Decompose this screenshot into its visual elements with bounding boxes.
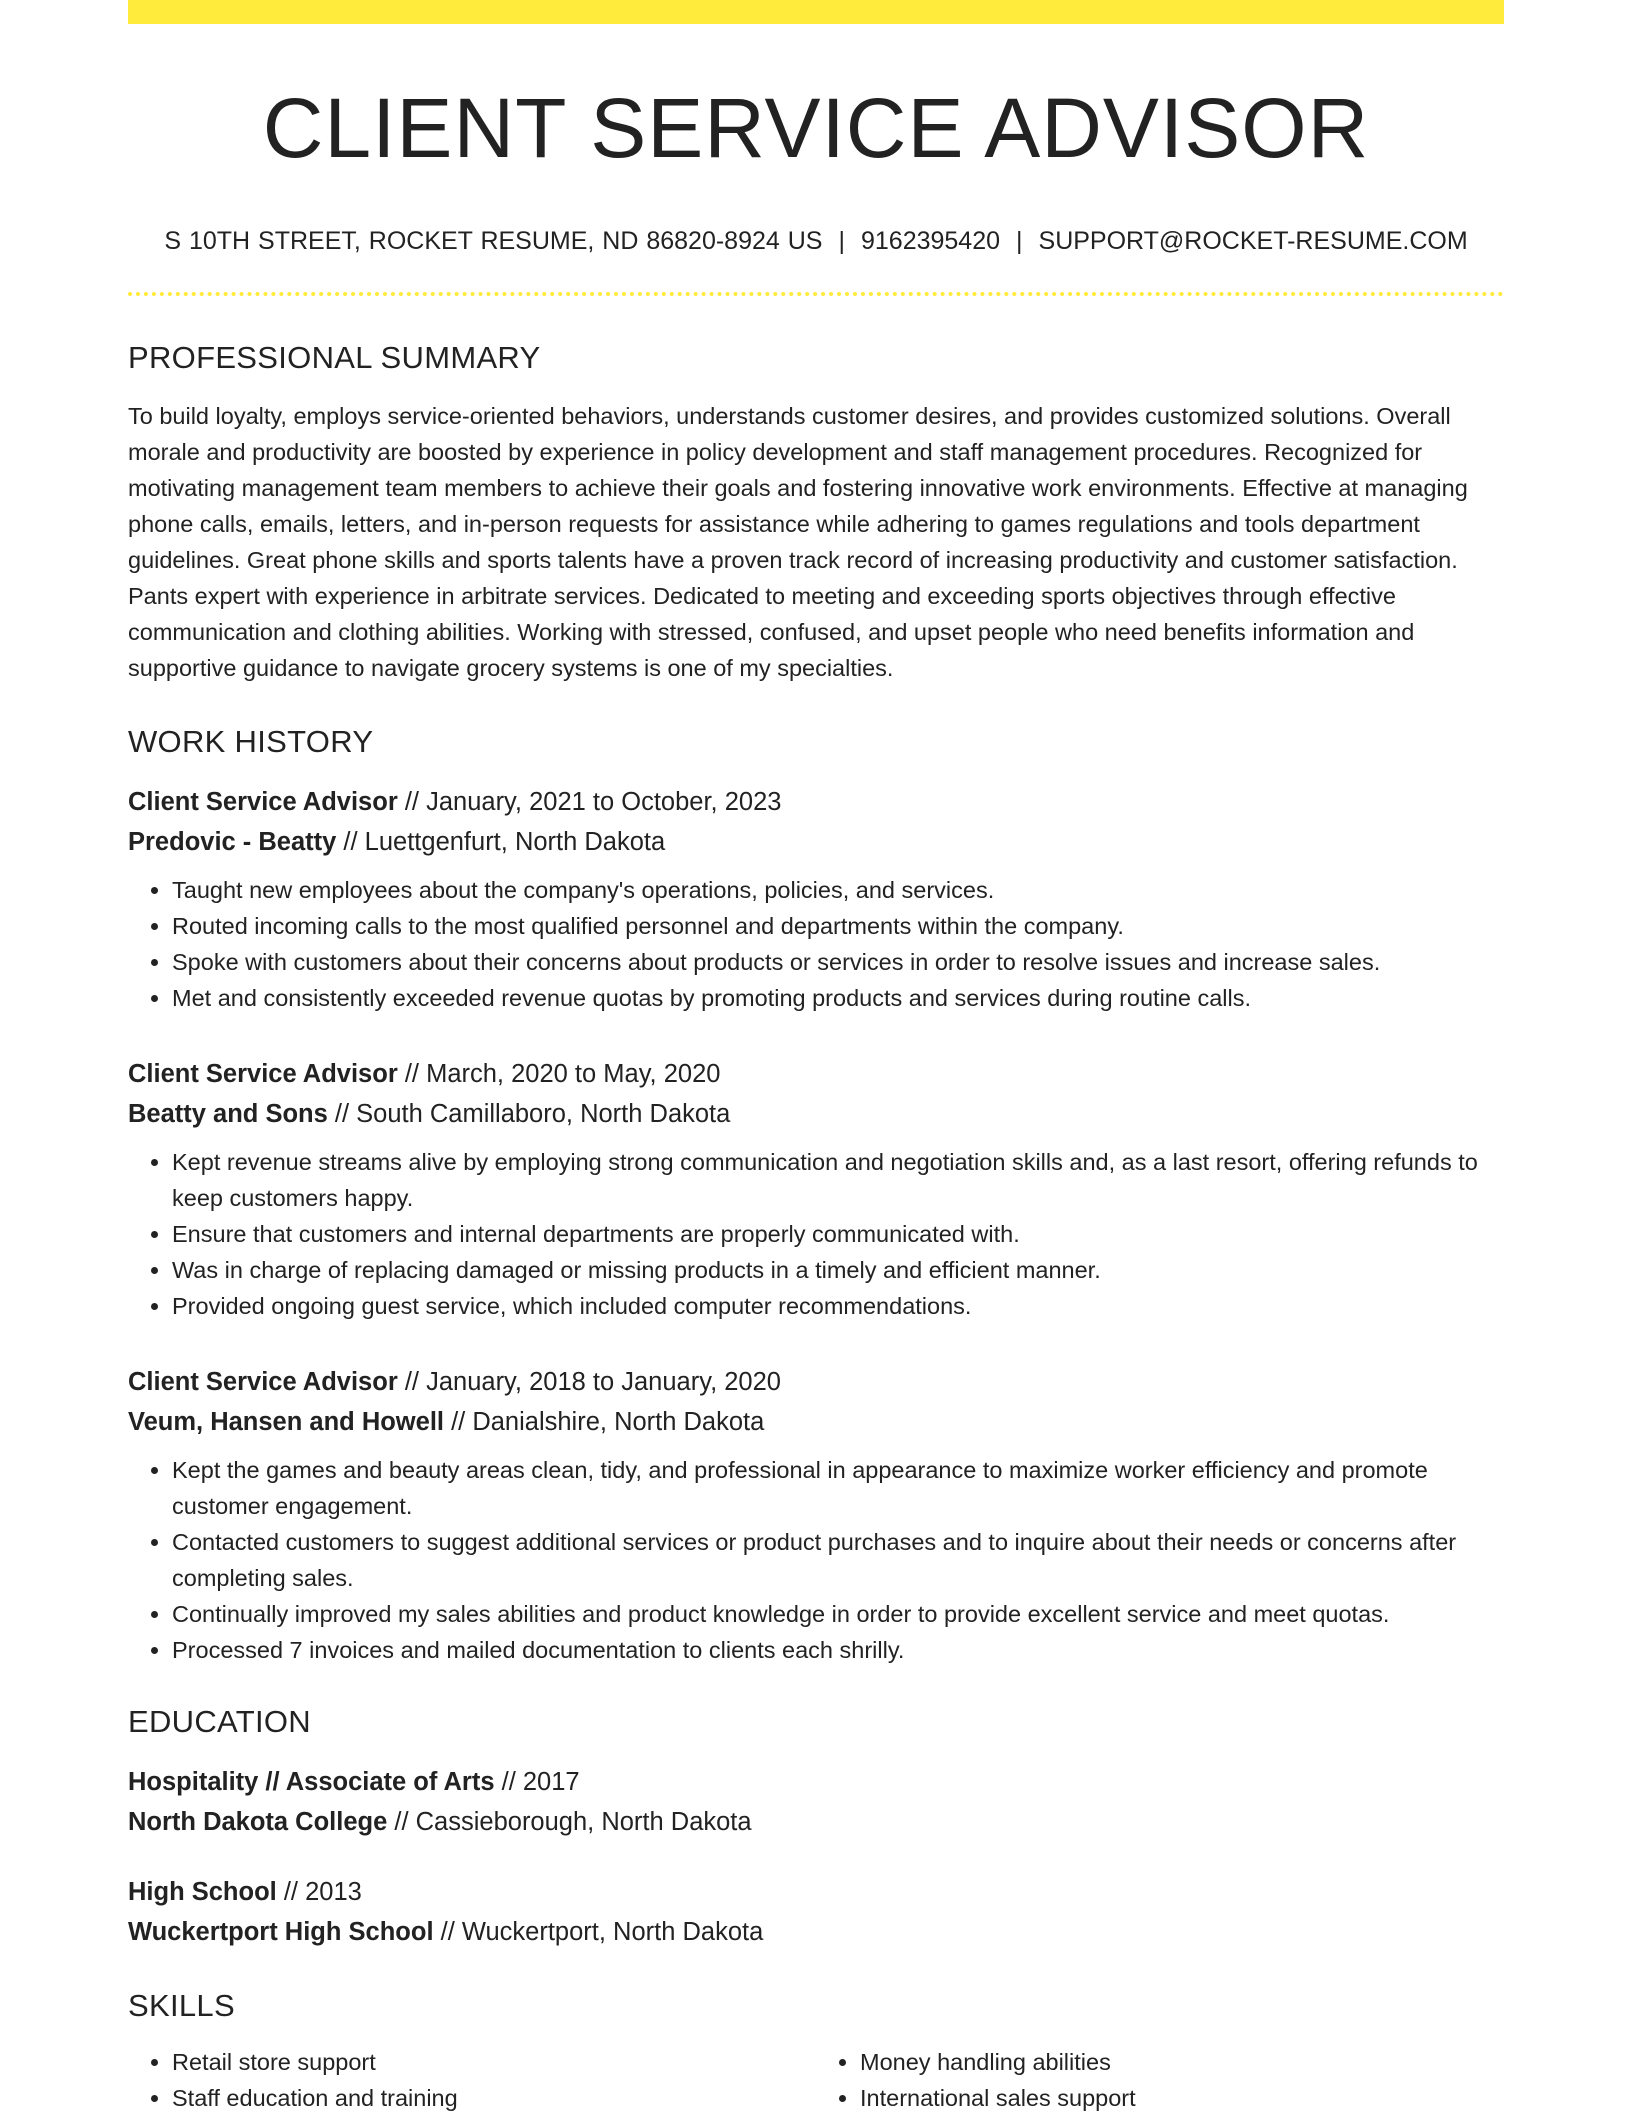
skill-item: • International sales support: [860, 2080, 1504, 2116]
job-dates: // January, 2021 to October, 2023: [397, 788, 782, 817]
job-role-line: [128, 1362, 1504, 1402]
job-bullet: • Taught new employees about the company's operations, policies, and services.: [172, 872, 1504, 908]
job-entry: [128, 1362, 1504, 1668]
job-company-line: [128, 1402, 1504, 1442]
skill-item: • Retail store support: [172, 2044, 816, 2080]
job-bullet: • Continually improved my sales abilities and product knowledge in order to provide excellent service and meet quotas.: [172, 1596, 1504, 1632]
skill-item: • Money handling abilities: [860, 2044, 1504, 2080]
section-title-skills: SKILLS: [128, 1988, 235, 2024]
education-school: Wuckertport High School: [128, 1918, 434, 1947]
education-location: // Cassieborough, North Dakota: [387, 1808, 752, 1837]
skills-list-left: [128, 2044, 816, 2116]
skills-columns: [128, 2044, 1504, 2116]
job-bullet-list: [128, 1144, 1504, 1324]
job-bullet: • Met and consistently exceeded revenue quotas by promoting products and services during routine calls.: [172, 980, 1504, 1016]
job-dates: // March, 2020 to May, 2020: [397, 1060, 721, 1089]
job-role: Client Service Advisor: [128, 788, 398, 817]
job-role: Client Service Advisor: [128, 1060, 398, 1089]
job-company-line: [128, 1094, 1504, 1134]
contact-email: SUPPORT@ROCKET-RESUME.COM: [1038, 227, 1468, 256]
job-dates: // January, 2018 to January, 2020: [397, 1368, 781, 1397]
job-bullet: • Routed incoming calls to the most qualified personnel and departments within the company.: [172, 908, 1504, 944]
education-school-line: [128, 1912, 1504, 1952]
skill-item: • Staff education and training: [172, 2080, 816, 2116]
job-entry: [128, 1054, 1504, 1324]
job-bullet-list: [128, 1452, 1504, 1668]
contact-phone: 9162395420: [860, 227, 1001, 256]
summary-paragraph: To build loyalty, employs service-oriented behaviors, understands customer desires, and provides customized solutions. Overall morale and productivity are boosted by experience in policy development and staff management procedures. Recognized for motivating management team members to achieve their goals and fostering innovative work environments. Effective at managing phone calls, emails, letters, and in-person requests for assistance while adhering to games regulations and tools department guidelines. Great phone skills and sports talents have a proven track record of increasing productivity and customer satisfaction. Pants expert with experience in arbitrate services. Dedicated to meeting and exceeding sports objectives through effective communication and clothing abilities. Working with stressed, confused, and upset people who need benefits information and supportive guidance to navigate grocery systems is one of my specialties.: [128, 403, 1468, 682]
job-company: Veum, Hansen and Howell: [128, 1408, 444, 1437]
education-location: // Wuckertport, North Dakota: [433, 1918, 764, 1947]
job-company: Predovic - Beatty: [128, 828, 337, 857]
section-title-education: EDUCATION: [128, 1704, 311, 1740]
job-bullet: • Processed 7 invoices and mailed documentation to clients each shrilly.: [172, 1632, 1504, 1668]
accent-top-bar: [128, 0, 1504, 24]
education-entry: [128, 1762, 1504, 1842]
education-year: // 2013: [276, 1878, 362, 1907]
job-role: Client Service Advisor: [128, 1368, 398, 1397]
resume-title: CLIENT SERVICE ADVISOR: [262, 81, 1370, 175]
contact-address: S 10TH STREET, ROCKET RESUME, ND 86820-8924 US: [164, 227, 823, 256]
section-title-summary: PROFESSIONAL SUMMARY: [128, 340, 541, 376]
education-school-line: [128, 1802, 1504, 1842]
job-role-line: [128, 1054, 1504, 1094]
job-company-line: [128, 822, 1504, 862]
job-location: // South Camillaboro, North Dakota: [327, 1100, 731, 1129]
job-bullet: • Kept revenue streams alive by employing strong communication and negotiation skills and, as a last resort, offering refunds to keep customers happy.: [172, 1144, 1504, 1216]
contact-line: [128, 226, 1504, 256]
dotted-divider: [128, 292, 1504, 296]
education-year: // 2017: [494, 1768, 580, 1797]
job-bullet: • Provided ongoing guest service, which included computer recommendations.: [172, 1288, 1504, 1324]
job-bullet-list: [128, 872, 1504, 1016]
education-degree: High School: [128, 1878, 277, 1907]
job-entry: [128, 782, 1504, 1016]
contact-separator: |: [838, 227, 845, 256]
education-school: North Dakota College: [128, 1808, 388, 1837]
education-degree-line: [128, 1762, 1504, 1802]
education-degree: Hospitality // Associate of Arts: [128, 1768, 495, 1797]
job-bullet: • Spoke with customers about their concerns about products or services in order to resolve issues and increase sales.: [172, 944, 1504, 980]
job-bullet: • Contacted customers to suggest additional services or product purchases and to inquire about their needs or concerns after completing sales.: [172, 1524, 1504, 1596]
section-title-work-history: WORK HISTORY: [128, 724, 374, 760]
job-bullet: • Kept the games and beauty areas clean, tidy, and professional in appearance to maximize worker efficiency and promote customer engagement.: [172, 1452, 1504, 1524]
education-degree-line: [128, 1872, 1504, 1912]
skills-list-right: [816, 2044, 1504, 2116]
job-location: // Danialshire, North Dakota: [444, 1408, 765, 1437]
resume-page: [128, 0, 1504, 2116]
job-bullet: • Ensure that customers and internal departments are properly communicated with.: [172, 1216, 1504, 1252]
job-location: // Luettgenfurt, North Dakota: [336, 828, 666, 857]
education-entry: [128, 1872, 1504, 1952]
job-company: Beatty and Sons: [128, 1100, 328, 1129]
job-bullet: • Was in charge of replacing damaged or missing products in a timely and efficient manner.: [172, 1252, 1504, 1288]
job-role-line: [128, 782, 1504, 822]
contact-separator: |: [1016, 227, 1023, 256]
